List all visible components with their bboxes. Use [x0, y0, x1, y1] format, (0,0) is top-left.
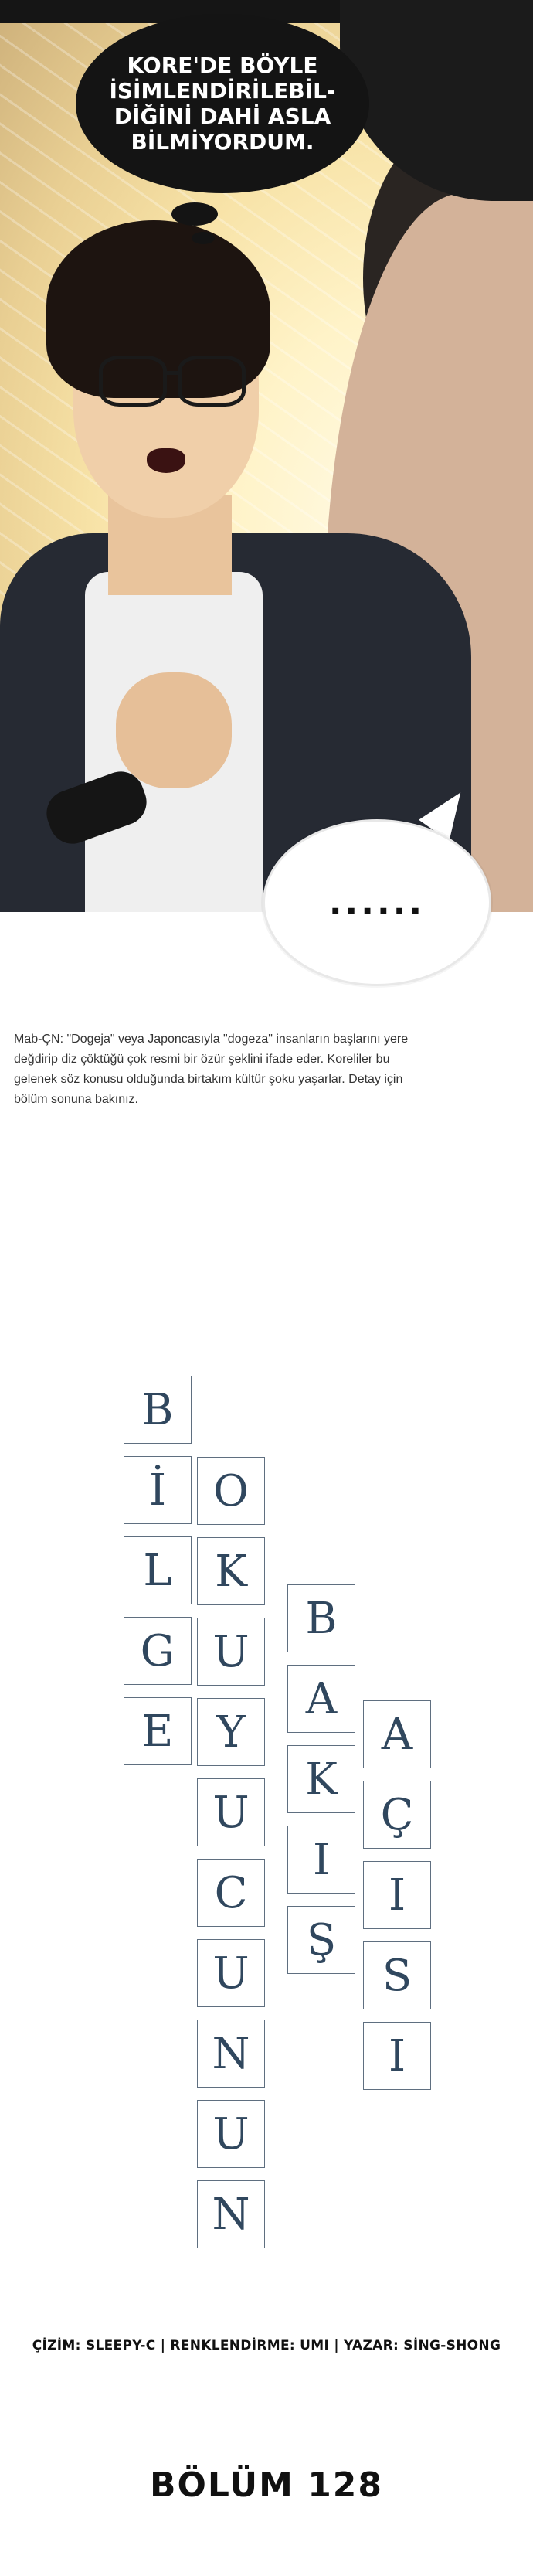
title-letter-cell: [124, 1617, 192, 1685]
title-letter-cell: [287, 1665, 355, 1733]
thought-bubble: [76, 14, 369, 193]
hand: [116, 672, 232, 788]
title-letter: N: [212, 2189, 250, 2240]
title-letter: N: [212, 2028, 250, 2079]
title-letter-cell: [124, 1376, 192, 1444]
chapter-number: BÖLÜM 128: [149, 2465, 384, 2505]
title-letter-cell: [363, 1700, 431, 1768]
title-crossword: [0, 1376, 533, 2334]
title-letter-cell: [363, 1941, 431, 2009]
glasses-right-lens: [178, 356, 246, 407]
title-letter: B: [141, 1384, 174, 1435]
speech-bubble-text: ......: [328, 883, 426, 923]
open-mouth: [147, 448, 185, 473]
title-letter: I: [312, 1834, 331, 1885]
title-letter: Ş: [306, 1914, 337, 1965]
translator-note: Mab-ÇN: "Dogeja" veya Japoncasıyla "dogeza" insanların başlarını yere değdirip diz çöktüğü çok resmi bir özür şeklini ifade eder. Koreliler bu gelenek söz konusu olduğunda birtakım kültür şoku yaşarlar. Detay için bölüm sonuna bakınız.: [14, 1033, 409, 1106]
title-letter: I: [388, 1870, 406, 1921]
title-letter-cell: [287, 1745, 355, 1813]
title-letter-cell: [363, 1781, 431, 1849]
title-letter: U: [212, 1626, 250, 1677]
thought-trail-1: [171, 202, 218, 226]
title-letter: U: [212, 1787, 250, 1838]
title-letter-cell: [197, 1859, 265, 1927]
title-letter-cell: [287, 1826, 355, 1894]
title-letter: A: [305, 1673, 338, 1724]
speech-bubble: [263, 819, 491, 986]
title-letter: Y: [216, 1707, 246, 1758]
title-letter-cell: [124, 1536, 192, 1604]
title-letter-cell: [197, 2180, 265, 2248]
title-letter-cell: [124, 1697, 192, 1765]
title-letter: İ: [148, 1465, 167, 1516]
title-letter: U: [212, 1948, 250, 1999]
title-letter-cell: [197, 1457, 265, 1525]
title-letter-cell: [287, 1584, 355, 1652]
title-letter: A: [381, 1709, 413, 1760]
thought-bubble-text: KORE'DE BÖYLE İSİMLENDİRİLEBİL-DİĞİNİ DAHİ ASLA BİLMİYORDUM.: [109, 53, 336, 155]
title-letter: K: [305, 1754, 338, 1805]
credits: ÇİZİM: SLEEPY-C | RENKLENDİRME: UMI | YAZAR: SİNG-SHONG: [32, 2338, 501, 2353]
title-letter: L: [143, 1545, 172, 1596]
title-letter-cell: [197, 1778, 265, 1846]
title-letter: I: [388, 2030, 406, 2081]
glasses-left-lens: [99, 356, 167, 407]
glasses-bridge: [164, 371, 179, 375]
title-letter: O: [213, 1465, 249, 1516]
title-letter-cell: [363, 2022, 431, 2090]
title-letter: Ç: [380, 1789, 414, 1840]
title-letter: G: [140, 1625, 175, 1676]
title-letter: B: [305, 1593, 338, 1644]
title-letter-cell: [287, 1906, 355, 1974]
title-letter-cell: [197, 1618, 265, 1686]
title-letter-cell: [124, 1456, 192, 1524]
title-letter: U: [212, 2108, 250, 2159]
title-letter: C: [214, 1867, 248, 1918]
title-letter-cell: [197, 2100, 265, 2168]
title-letter-cell: [197, 1698, 265, 1766]
thought-trail-2: [192, 232, 215, 244]
title-letter-cell: [363, 1861, 431, 1929]
title-letter: K: [215, 1546, 247, 1597]
title-letter: S: [382, 1950, 412, 2001]
comic-panel: [0, 0, 533, 912]
title-letter: E: [141, 1706, 174, 1757]
title-letter-cell: [197, 1939, 265, 2007]
title-letter-cell: [197, 1537, 265, 1605]
title-letter-cell: [197, 2020, 265, 2088]
